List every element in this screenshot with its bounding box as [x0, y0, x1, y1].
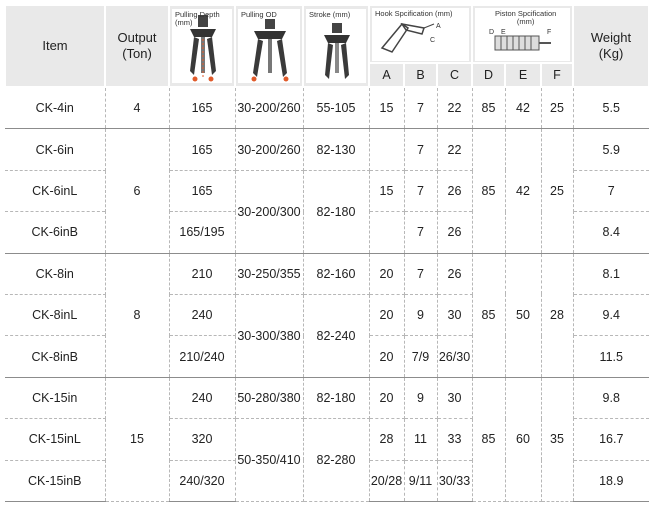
weight-cell: 18.9	[573, 460, 649, 501]
stroke-cell: 82-280	[303, 419, 369, 502]
hook-b-cell: 7	[404, 170, 437, 211]
weight-cell: 9.8	[573, 377, 649, 418]
pulling-depth-cell: 165	[169, 129, 235, 170]
piston-e-cell: 42	[505, 87, 541, 129]
piston-d-cell: 85	[472, 87, 505, 129]
hook-c-cell: 26	[437, 253, 472, 294]
hook-a-cell: 20	[369, 336, 404, 377]
hook-a-cell	[369, 212, 404, 253]
output-cell: 4	[105, 87, 169, 129]
stroke-cell: 82-180	[303, 170, 369, 253]
weight-cell: 5.9	[573, 129, 649, 170]
pulling-depth-cell: 165	[169, 170, 235, 211]
hook-a-cell: 28	[369, 419, 404, 460]
item-cell: CK-4in	[5, 87, 105, 129]
svg-text:E: E	[501, 28, 506, 36]
output-cell: 6	[105, 129, 169, 253]
pulling-depth-cell: 240	[169, 377, 235, 418]
table-row	[5, 129, 649, 170]
hook-b-cell: 7	[404, 253, 437, 294]
piston-f-cell: 25	[541, 87, 573, 129]
header-output: Output (Ton)	[105, 5, 169, 87]
weight-cell: 5.5	[573, 87, 649, 129]
weight-cell: 8.1	[573, 253, 649, 294]
item-cell: CK-6inL	[5, 170, 105, 211]
hook-b-cell: 9/11	[404, 460, 437, 501]
piston-e-cell: 50	[505, 253, 541, 377]
svg-text:C: C	[430, 36, 436, 44]
stroke-cell: 82-130	[303, 129, 369, 170]
hook-b-cell: 9	[404, 377, 437, 418]
hook-a-cell: 20	[369, 377, 404, 418]
weight-cell: 16.7	[573, 419, 649, 460]
hook-b-cell: 11	[404, 419, 437, 460]
pulling-od-cell: 30-300/380	[235, 294, 303, 377]
item-cell: CK-15inL	[5, 419, 105, 460]
header-weight: Weight (Kg)	[573, 5, 649, 87]
stroke-cell: 82-160	[303, 253, 369, 294]
stroke-cell: 82-240	[303, 294, 369, 377]
pulling-depth-cell: 320	[169, 419, 235, 460]
item-cell: CK-6inB	[5, 212, 105, 253]
header-hook-spec	[369, 5, 472, 63]
hook-b-cell: 7	[404, 129, 437, 170]
hook-b-cell: 7	[404, 212, 437, 253]
item-cell: CK-15inB	[5, 460, 105, 501]
hook-a-cell: 20/28	[369, 460, 404, 501]
hook-c-cell: 30/33	[437, 460, 472, 501]
hook-a-cell: 20	[369, 294, 404, 335]
piston-f-cell: 28	[541, 253, 573, 377]
svg-text:F: F	[547, 28, 552, 36]
pulling-od-cell: 50-280/380	[235, 377, 303, 418]
header-col-f: F	[541, 63, 573, 87]
piston-e-cell: 60	[505, 377, 541, 501]
output-cell: 8	[105, 253, 169, 377]
pulling-od-cell: 30-250/355	[235, 253, 303, 294]
weight-cell: 11.5	[573, 336, 649, 377]
hook-a-cell	[369, 129, 404, 170]
piston-d-cell: 85	[472, 377, 505, 501]
header-col-b: B	[404, 63, 437, 87]
hook-c-cell: 26/30	[437, 336, 472, 377]
header-row	[5, 5, 649, 63]
header-stroke	[303, 5, 369, 87]
hook-c-cell: 26	[437, 212, 472, 253]
pulling-od-diagram: Pulling OD	[238, 9, 300, 83]
item-cell: CK-8in	[5, 253, 105, 294]
piston-d-cell: 85	[472, 129, 505, 253]
piston-f-cell: 25	[541, 129, 573, 253]
pulling-od-cell: 30-200/260	[235, 129, 303, 170]
item-cell: CK-8inB	[5, 336, 105, 377]
pulling-depth-diagram: Pulling Depth (mm)	[172, 9, 232, 83]
hook-c-cell: 33	[437, 419, 472, 460]
hook-b-cell: 7/9	[404, 336, 437, 377]
hook-b-cell: 9	[404, 294, 437, 335]
weight-cell: 9.4	[573, 294, 649, 335]
stroke-diagram: Stroke (mm)	[306, 9, 366, 83]
piston-d-cell: 85	[472, 253, 505, 377]
header-col-c: C	[437, 63, 472, 87]
puller-stroke-icon	[306, 9, 368, 83]
puller-od-icon	[238, 9, 302, 83]
header-item: Item	[5, 5, 105, 87]
svg-text:D: D	[489, 28, 495, 36]
hook-a-cell: 15	[369, 87, 404, 129]
hook-c-cell: 22	[437, 87, 472, 129]
item-cell: CK-8inL	[5, 294, 105, 335]
item-cell: CK-15in	[5, 377, 105, 418]
spec-table	[4, 4, 650, 502]
table-row	[5, 87, 649, 129]
header-col-d: D	[472, 63, 505, 87]
piston-spec-diagram: D E F Piston Spcification (mm)	[475, 8, 570, 61]
hook-a-cell: 15	[369, 170, 404, 211]
header-col-e: E	[505, 63, 541, 87]
pulling-depth-cell: 210	[169, 253, 235, 294]
pulling-depth-cell: 165	[169, 87, 235, 129]
hook-c-cell: 26	[437, 170, 472, 211]
hook-c-cell: 30	[437, 294, 472, 335]
pulling-depth-cell: 240/320	[169, 460, 235, 501]
item-cell: CK-6in	[5, 129, 105, 170]
hook-c-cell: 22	[437, 129, 472, 170]
table-row	[5, 253, 649, 294]
hook-b-cell: 7	[404, 87, 437, 129]
hook-spec-diagram: A C Hook Spcification (mm)	[372, 8, 469, 61]
weight-cell: 8.4	[573, 212, 649, 253]
hook-a-cell: 20	[369, 253, 404, 294]
header-col-a: A	[369, 63, 404, 87]
header-piston-spec	[472, 5, 573, 63]
table-row	[5, 377, 649, 418]
header-pulling-od	[235, 5, 303, 87]
stroke-cell: 82-180	[303, 377, 369, 418]
pulling-depth-cell: 240	[169, 294, 235, 335]
stroke-cell: 55-105	[303, 87, 369, 129]
weight-cell: 7	[573, 170, 649, 211]
hook-c-cell: 30	[437, 377, 472, 418]
header-pulling-depth	[169, 5, 235, 87]
piston-e-cell: 42	[505, 129, 541, 253]
pulling-od-cell: 30-200/300	[235, 170, 303, 253]
piston-f-cell: 35	[541, 377, 573, 501]
pulling-od-cell: 50-350/410	[235, 419, 303, 502]
output-cell: 15	[105, 377, 169, 501]
pulling-depth-cell: 210/240	[169, 336, 235, 377]
pulling-od-cell: 30-200/260	[235, 87, 303, 129]
pulling-depth-cell: 165/195	[169, 212, 235, 253]
svg-text:A: A	[436, 22, 441, 30]
